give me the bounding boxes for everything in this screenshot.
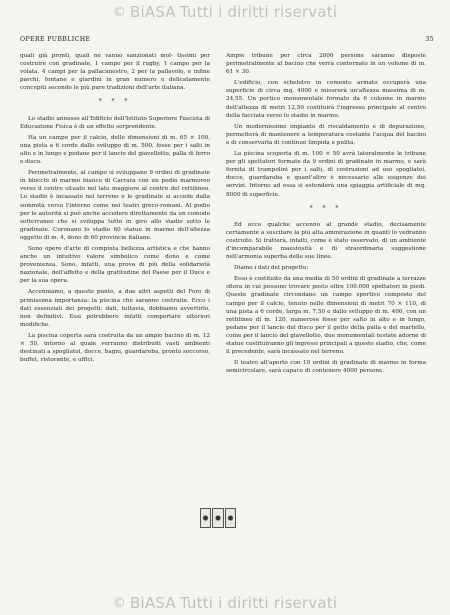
paragraph: L'edificio, con scheletro in cemento armato occuperà una superficie di circa mq. 4000 e misurerà un'altezza massima di m. 24,55. Un portico monumentale formato da 6 colonne in marmo dell'altezza di metri 12,50 costituirà l'ingresso principale al centro della facciata verso lo stadio in marmo. <box>226 80 426 119</box>
watermark-brand: BiASA <box>130 594 176 612</box>
watermark-notice: Tutti i diritti riservati <box>179 594 338 612</box>
paragraph: Il teatro all'aperto con 10 ordini di gradinate di marmo in forma semicircolare, sarà capace di contenere 4000 persone. <box>226 360 426 375</box>
left-column <box>20 52 210 367</box>
paragraph: Ed ecco qualche accenno al grande stadio, decisamente certamente a suscitare la più alta ammirazione in quanti lo vedranno costruito. Si tratterà, infatti, come è stato osservato, di un ambiente d'incomparabile maestosità e di straordinaria suggestione nell'armonia superba delle sue linee. <box>226 221 426 261</box>
watermark-top <box>0 0 450 24</box>
paragraph: Un modernissimo impianto di riscaldamento e di depurazione, permetterà di mantenere a temperatura costante l'acqua del bacino e di conservarla di continuo limpida e pulita. <box>226 123 426 146</box>
paragraph: Perimetralmente, al campo si sviluppano 9 ordini di gradinate in blocchi di marmo bianco di Carrara con un podio marmoreo verso il centro situato nel lato maggiore al centro del rettilineo. Lo stadio è incassato nel terreno e le gradinate si accede dalla sommità verso l'interno come nei teatri greco-romani. Al podio per le autorità si può anche accedere direttamente da un comodo sotterraneo che si sviluppa tutto in giro allo stadio sotto le gradinate. Coronano lo stadio 60 statue in marmo dell'altezza oggetto di m. 4, dono di 60 provincie italiane. <box>20 170 210 241</box>
section-separator: * * * <box>98 98 132 106</box>
decorative-ornament-icon <box>200 508 236 528</box>
paragraph: quali già pronti, quali ne vanno sanzionati mol- tissimi per costruire con gradinate, 1 campo per il rugby, 1 campo per la volata, 4 campi per la pallacanestro, 2 per la pallavolo, e infine parchi, fontane e giardini in gran numero e delicatamente concepiti secondo le più pure tradizioni dell'arte italiana. <box>20 53 210 92</box>
paragraph: Accenniamo, a questo punto, a due altri aspetti del Foro di primissima importanza: la piscina che saranno costruite. Ecco i dati essenziali dei progetti: dati, tuttavia, dobbiamo avvertirlo, non definitivi. Essi potrebbero infatti comportare ulteriori modifiche. <box>20 289 210 328</box>
copyright-icon: © <box>112 595 126 611</box>
paragraph: Esso è costituito da una media di 50 ordini di gradinate a terrazze sfiora in cui possono trovare posto oltre 100.000 spettatori in piedi. Queste gradinate circondano un campo sportivo composto del campo per il calcio, tenuto nelle dimensioni di metri 70 × 110, di una pista a 6 corde, larga m. 7,50 e dallo sviluppo di m. 400, con un rettilineo di m. 120, numerose fosse per salto in alto e in lungo, pedane per il lancio del disco per il getto della palla e del martello, come per il lancio del giavellotto, due monumentali testate adorne di statue costituiranno gli ingressi principali a questo stadio, che, come il precedente, sarà incassato nel terreno. <box>226 276 426 356</box>
watermark-brand: BiASA <box>130 3 176 21</box>
paragraph: Diamo i dati del progetto: <box>234 265 309 272</box>
section-separator: * * * <box>309 204 343 212</box>
paragraph: La piscina scoperta di m. 100 × 50 avrà lateralmente le tribune per gli spettatori formate da 9 ordini di gradinate in marmo, e sarà fornita di trampolini per i salti, di costruzioni ad uso spogliatoi, docce, guardaroba e quant'altro è necessario alle esigenze dei servizi. Intorno ad essa si estenderà una spiaggia artificiale di mq. 8000 di superficie. <box>226 151 426 198</box>
paragraph: Ha un campo per il calcio, delle dimensioni di m. 65 × 100, una pista a 6 corde dallo sviluppo di m. 500, fosse per i salti in alto e in lungo e pedane per il lancio del giavellotto, palla di ferro e disco. <box>20 134 210 166</box>
watermark-notice: Tutti i diritti riservati <box>179 3 338 21</box>
copyright-icon: © <box>112 4 126 20</box>
running-title: OPERE PUBBLICHE <box>20 36 91 43</box>
right-column <box>226 52 426 378</box>
paragraph: La piscina coperta sarà costruita da un ampio bacino di m. 12 × 50, intorno al quale verranno distribuiti vasti ambienti destinati a spogliatoi, docce, bagni, guardaroba, pronto soccorso, buffet, ristorante, e uffici. <box>20 332 210 364</box>
paragraph: Lo stadio annesso all'Edificio dell'Istituto Superiore Fascista di Educazione Fisica è di un effetto sorprendente. <box>20 115 210 130</box>
watermark-bottom <box>0 591 450 615</box>
paragraph: Sono opere d'arte di compiuta bellezza artistica e che hanno anche un intuitivo valore simbolico come dono e come provenienza. Sono, infatti, una prova di più della solidarietà nazionale, dell'affetto e della gratitudine del Paese per il Duce e per la sua opera. <box>20 245 210 285</box>
page-header <box>20 36 434 43</box>
paragraph: Ampie tribune per circa 2000 persone saranno disposte perimetralmente al bacino che verrà contornato in un volume di m. 61 × 30. <box>226 53 426 76</box>
page-number: 35 <box>425 36 434 43</box>
